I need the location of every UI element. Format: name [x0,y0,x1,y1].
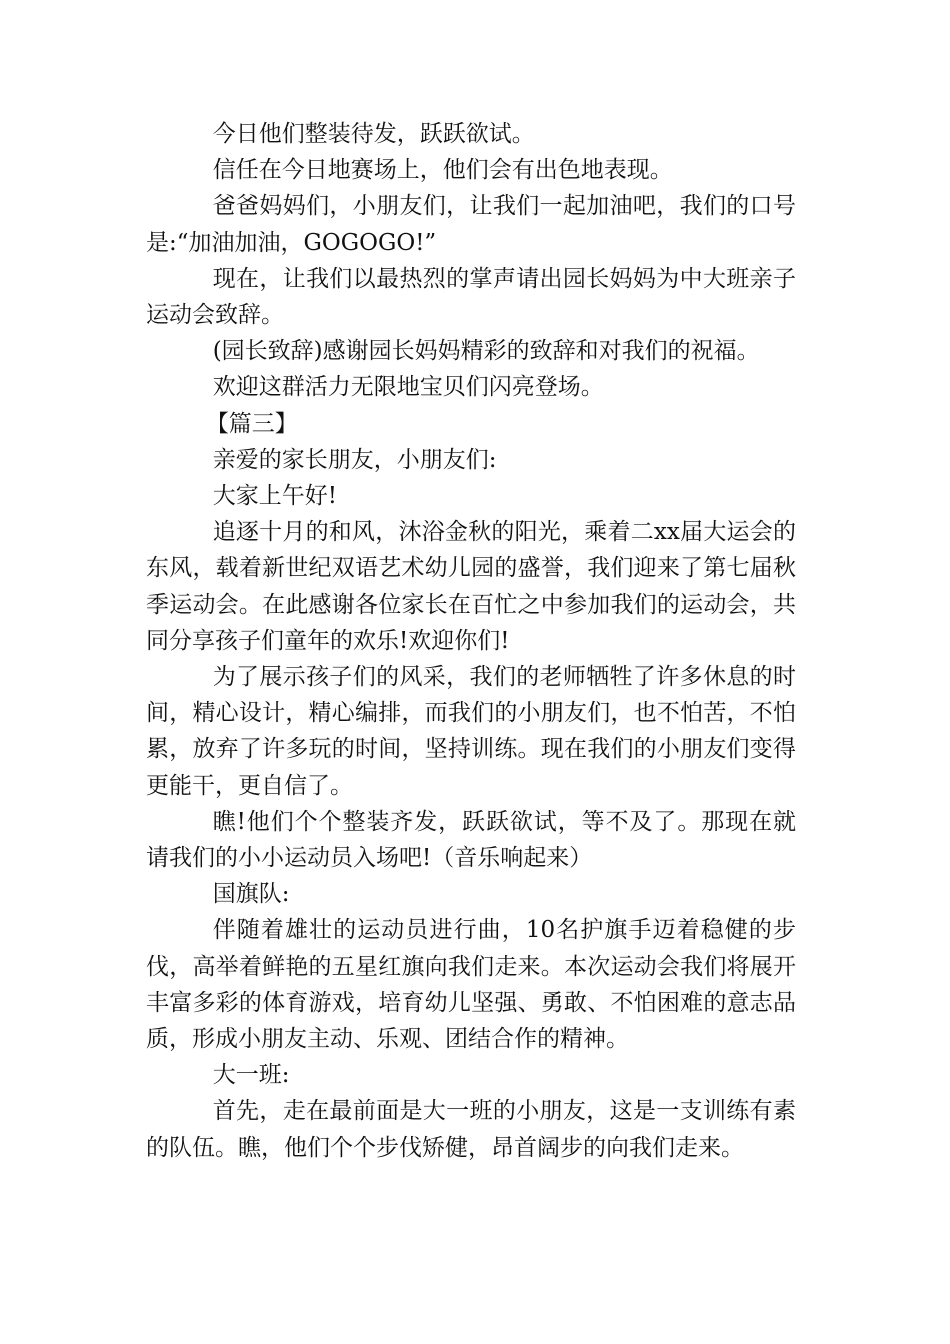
paragraph: 伴随着雄壮的运动员进行曲，10名护旗手迈着稳健的步伐，高举着鲜艳的五星红旗向我们走来。本次运动会我们将展开丰富多彩的体育游戏，培育幼儿坚强、勇敢、不怕困难的意志品质，形成小朋友主动、乐观、团结合作的精神。 [146,917,796,1053]
paragraph: 信任在今日地赛场上，他们会有出色地表现。 [212,157,673,184]
paragraph: (园长致辞)感谢园长妈妈精彩的致辞和对我们的祝福。 [212,338,760,365]
paragraph: 欢迎这群活力无限地宝贝们闪亮登场。 [212,374,604,401]
paragraph: 现在，让我们以最热烈的掌声请出园长妈妈为中大班亲子运动会致辞。 [146,265,796,329]
paragraph: 今日他们整装待发，跃跃欲试。 [212,121,535,147]
paragraph: 大一班: [212,1062,290,1089]
paragraph: 为了展示孩子们的风采，我们的老师牺牲了许多休息的时间，精心设计，精心编排，而我们的小朋友们，也不怕苦，不怕累，放弃了许多玩的时间，坚持训练。现在我们的小朋友们变得更能干，更自信了。 [146,664,796,799]
paragraph: 爸爸妈妈们，小朋友们，让我们一起加油吧，我们的口号是:“加油加油，GOGOGO!” [146,193,796,256]
paragraph: 追逐十月的和风，沐浴金秋的阳光，乘着二xx届大运会的东风，载着新世纪双语艺术幼儿园的盛誉，我们迎来了第七届秋季运动会。在此感谢各位家长在百忙之中参加我们的运动会，共同分享孩子们童年的欢乐!欢迎你们! [146,519,796,654]
paragraph: 首先，走在最前面是大一班的小朋友，这是一支训练有素的队伍。瞧，他们个个步伐矫健，昂首阔步的向我们走来。 [146,1098,796,1161]
paragraph: 瞧!他们个个整装齐发，跃跃欲试，等不及了。那现在就请我们的小小运动员入场吧!（音乐响起来） [146,808,796,872]
paragraph: 国旗队: [212,881,290,908]
paragraph: 大家上午好! [212,483,337,510]
section-heading: 【篇三】 [205,410,298,437]
document-body [146,116,796,1166]
paragraph: 亲爱的家长朋友，小朋友们: [212,446,497,473]
